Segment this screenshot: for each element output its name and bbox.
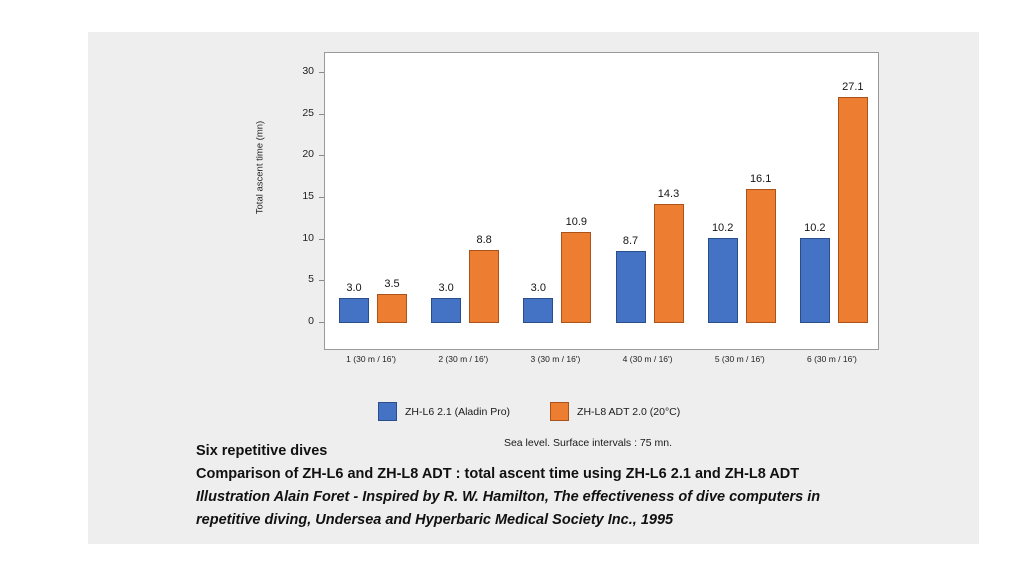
caption-block — [196, 440, 956, 532]
bar-orange[interactable] — [838, 97, 868, 323]
caption-line-3: Illustration Alain Foret - Inspired by R. W. Hamilton, The effectiveness of dive computers in — [196, 489, 821, 505]
bar-blue[interactable] — [339, 298, 369, 323]
y-tick-label: 0 — [308, 315, 314, 327]
legend-label-0: ZH-L6 2.1 (Aladin Pro) — [405, 405, 511, 418]
legend-label-1: ZH-L8 ADT 2.0 (20°C) — [577, 405, 681, 418]
caption-line-2: Comparison of ZH-L6 and ZH-L8 ADT : total ascent time using ZH-L6 2.1 and ZH-L8 ADT — [196, 466, 800, 482]
bar-value-label: 3.0 — [438, 282, 454, 294]
x-tick-label: 5 (30 m / 16') — [714, 354, 765, 364]
bar-chart — [236, 52, 896, 372]
bar-group — [702, 53, 794, 349]
y-tick-label: 15 — [302, 190, 314, 202]
x-tick-label: 4 (30 m / 16') — [622, 354, 673, 364]
legend-swatch-icon-0 — [378, 402, 397, 421]
y-axis-title: Total ascent time (mn) — [254, 120, 266, 215]
bar-value-label: 16.1 — [749, 172, 772, 185]
bar-value-label: 10.2 — [711, 222, 734, 234]
bar-group — [333, 53, 425, 349]
bar-value-label: 3.5 — [384, 277, 400, 290]
bar-blue[interactable] — [708, 238, 738, 323]
caption-line-4: repetitive diving, Undersea and Hyperbaric Medical Society Inc., 1995 — [196, 512, 674, 528]
x-tick-label: 1 (30 m / 16') — [346, 354, 396, 364]
legend-swatch-icon-1 — [550, 402, 569, 421]
x-tick-label: 6 (30 m / 16') — [807, 354, 857, 364]
bar-blue[interactable] — [523, 298, 553, 323]
bar-group — [610, 53, 702, 349]
bar-value-label: 10.2 — [804, 222, 826, 234]
bar-orange[interactable] — [561, 232, 591, 323]
chart-legend — [378, 402, 680, 421]
bar-value-label: 10.9 — [565, 216, 588, 229]
bar-orange[interactable] — [654, 204, 684, 323]
bar-value-label: 8.8 — [476, 233, 492, 246]
bar-value-label: 8.7 — [622, 234, 639, 247]
chart-annotation: Sea level. Surface intervals : 75 mn. — [503, 437, 673, 449]
bar-group — [794, 53, 886, 349]
caption-line-1: Six repetitive dives — [196, 443, 328, 459]
chart-panel — [88, 32, 979, 544]
y-tick-label: 25 — [302, 106, 314, 119]
bar-blue[interactable] — [431, 298, 461, 323]
x-tick-label: 3 (30 m / 16') — [530, 354, 581, 364]
bar-blue[interactable] — [616, 251, 646, 324]
bar-group — [425, 53, 517, 349]
bar-blue[interactable] — [800, 238, 830, 323]
bar-orange[interactable] — [746, 189, 776, 323]
bar-value-label: 3.0 — [346, 282, 362, 294]
bar-orange[interactable] — [469, 250, 499, 323]
bar-value-label: 14.3 — [657, 187, 680, 200]
legend-item-1[interactable] — [550, 402, 680, 421]
x-tick-label: 2 (30 m / 16') — [438, 354, 489, 364]
y-tick-label: 5 — [308, 273, 314, 286]
bars-layer — [325, 53, 878, 349]
legend-item-0[interactable] — [378, 402, 510, 421]
y-tick-label: 30 — [302, 65, 314, 77]
bar-value-label: 3.0 — [530, 282, 546, 294]
bar-orange[interactable] — [377, 294, 407, 323]
bar-value-label: 27.1 — [842, 81, 864, 94]
y-tick-label: 20 — [302, 148, 314, 161]
bar-group — [517, 53, 609, 349]
y-tick-label: 10 — [302, 231, 314, 244]
